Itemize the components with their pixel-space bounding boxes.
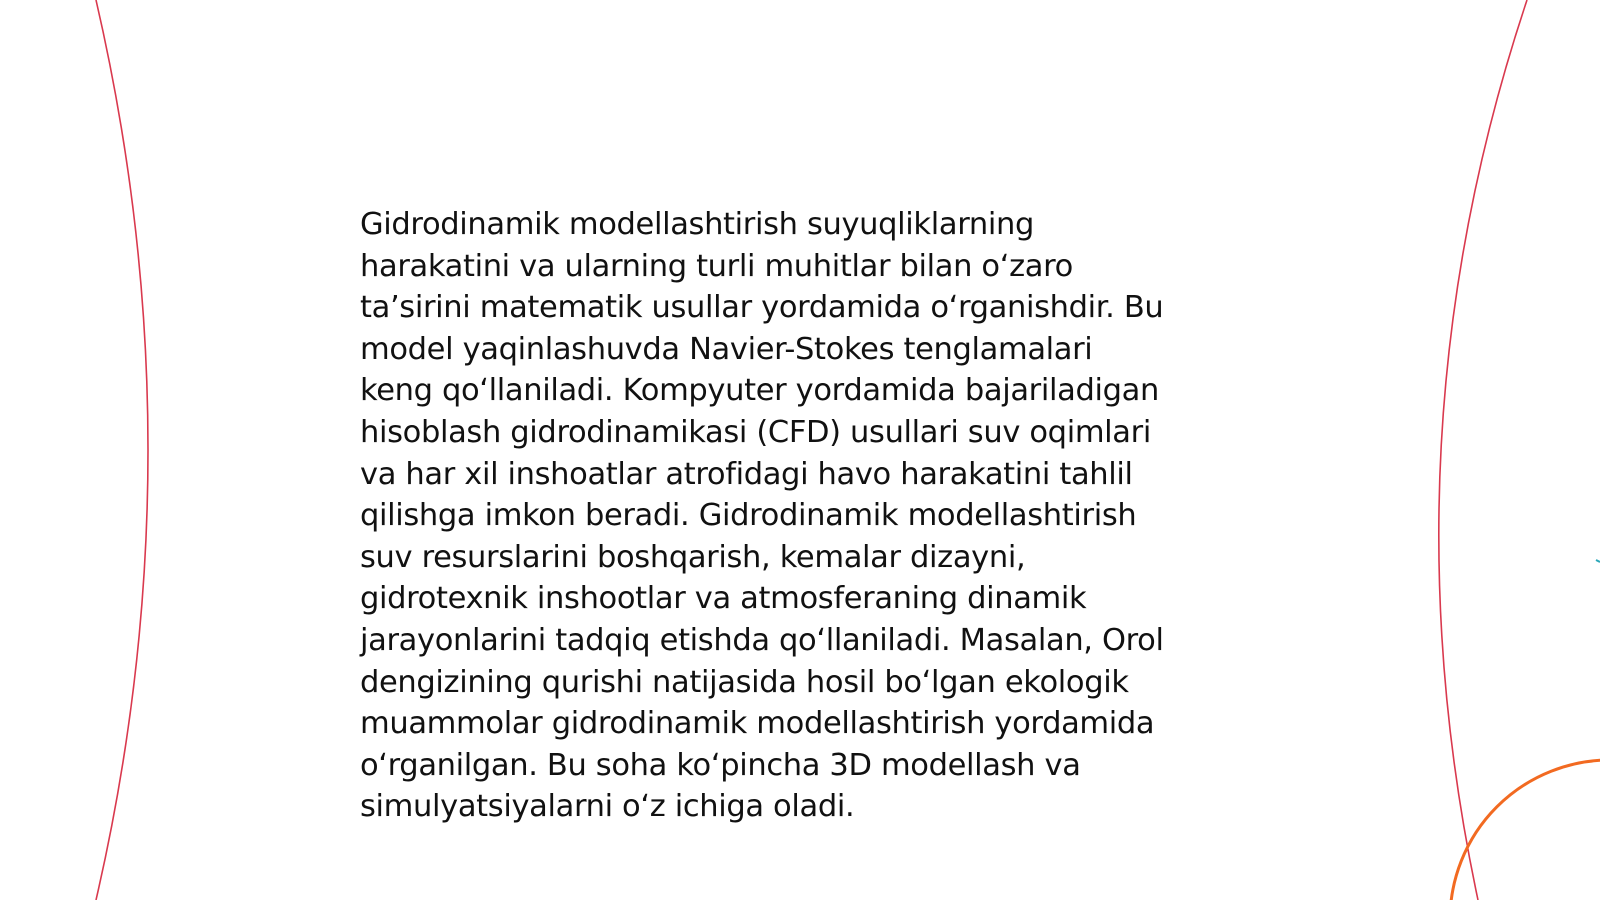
right-curve-line (1439, 0, 1527, 900)
body-paragraph: Gidrodinamik modellashtirish suyuqliklarning harakatini va ularning turli muhitlar bilan o‘zaro ta’sirini matematik usullar yordamida o‘rganishdir. Bu model yaqinlashuvda Navier-Stokes tenglamalari keng qo‘llaniladi. Kompyuter yordamida bajariladigan hisoblash gidrodinamikasi (CFD) usullari suv oqimlari va har xil inshoatlar atrofidagi havo harakatini tahlil qilishga imkon beradi. Gidrodinamik modellashtirish suv resurslarini boshqarish, kemalar dizayni, gidrotexnik inshootlar va atmosferaning dinamik jarayonlarini tadqiq etishda qo‘llaniladi. Masalan, Orol dengizining qurishi natijasida hosil bo‘lgan ekologik muammolar gidrodinamik modellashtirish yordamida o‘rganilgan. Bu soha ko‘pincha 3D modellash va simulyatsiyalarni o‘z ichiga oladi. (360, 207, 1164, 825)
orange-circle-accent (1450, 760, 1600, 900)
teal-tick-accent (1596, 560, 1600, 562)
left-curve-line (96, 0, 148, 900)
